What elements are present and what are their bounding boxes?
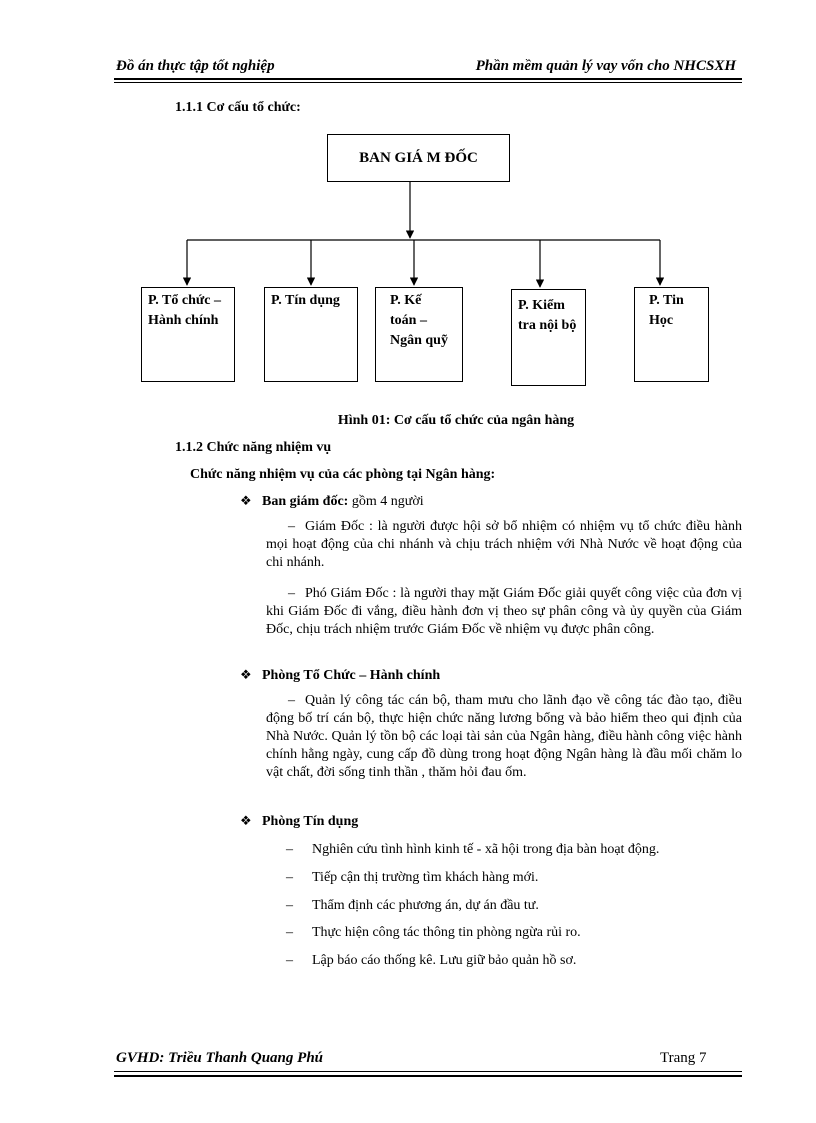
org-box-tin-hoc: P. Tin Học <box>634 287 709 382</box>
footer-rule-thick <box>114 1075 742 1077</box>
dash-bullet: – <box>288 519 295 534</box>
list-item: – Nghiên cứu tình hình kinh tế - xã hội trong địa bàn hoạt động. <box>286 842 660 857</box>
section-heading-1-1-1: 1.1.1 Cơ cấu tổ chức: <box>175 100 301 115</box>
diamond-bullet-icon: ❖ <box>240 667 252 682</box>
diamond-bullet-icon: ❖ <box>240 493 252 508</box>
paragraph-phong-to-chuc: – Quản lý công tác cán bộ, tham mưu cho lãnh đạo về công tác đào tạo, điều động bố trí cán bộ, thực hiện chức năng lương bổng và bảo hiểm theo qui định của Nhà Nước. Quản lý tồn bộ các loại tài sản của Ngân hàng, điều hành công việc hành chính hằng ngày, cung cấp đồ dùng trong hoạt động Ngân hàng là đầu mối chăm lo vật chất, đời sống tinh thần , thăm hỏi đau ốm. <box>266 693 742 780</box>
header-left-title: Đồ án thực tập tốt nghiệp <box>116 58 275 74</box>
diamond-bullet-icon: ❖ <box>240 813 252 828</box>
org-box-ke-toan-ngan-quy: P. Kế toán – Ngân quỹ <box>375 287 463 382</box>
org-box-to-chuc-hanh-chinh: P. Tổ chức – Hành chính <box>141 287 235 382</box>
bullet-ban-giam-doc: ❖ Ban giám đốc: gồm 4 người <box>240 493 424 509</box>
bullet-phong-to-chuc: ❖ Phòng Tổ Chức – Hành chính <box>240 667 441 683</box>
footer-rule-thin <box>114 1071 742 1072</box>
paragraph-giam-doc: – Giám Đốc : là người được hội sở bổ nhiệm có nhiệm vụ tổ chức điều hành mọi hoạt động của chi nhánh và chịu trách nhiệm với Nhà Nước về hoạt động của chi nhánh. <box>266 519 742 570</box>
footer-page-number: Trang 7 <box>660 1050 707 1066</box>
bullet-phong-tin-dung: ❖ Phòng Tín dụng <box>240 813 359 829</box>
list-item: – Lập báo cáo thống kê. Lưu giữ bảo quản hồ sơ. <box>286 953 577 968</box>
section-heading-1-1-2: 1.1.2 Chức năng nhiệm vụ <box>175 440 332 455</box>
figure-caption: Hình 01: Cơ cấu tổ chức của ngân hàng <box>337 413 575 428</box>
list-item: – Thẩm định các phương án, dự án đầu tư. <box>286 898 539 913</box>
list-item: – Thực hiện công tác thông tin phòng ngừa rủi ro. <box>286 925 581 940</box>
dash-bullet: – <box>288 693 295 708</box>
org-box-tin-dung: P. Tín dụng <box>264 287 358 382</box>
org-box-kiem-tra-noi-bo: P. Kiểm tra nội bộ <box>511 289 586 386</box>
footer-supervisor: GVHD: Triều Thanh Quang Phú <box>116 1050 323 1066</box>
paragraph-pho-giam-doc: – Phó Giám Đốc : là người thay mặt Giám Đốc giải quyết công việc của đơn vị khi Giám Đốc đi vắng, điều hành đơn vị theo sự phân công và ủy quyền của Giám Đốc, chịu trách nhiệm trước Giám Đốc về nhiệm vụ được phân công. <box>266 586 742 637</box>
intro-text: Chức năng nhiệm vụ của các phòng tại Ngân hàng: <box>190 467 496 482</box>
header-right-title: Phần mềm quản lý vay vốn cho NHCSXH <box>475 58 736 74</box>
dash-bullet: – <box>288 586 295 601</box>
org-box-ban-giam-doc: BAN GIÁ M ĐỐC <box>327 134 510 182</box>
list-item: – Tiếp cận thị trường tìm khách hàng mới. <box>286 870 539 885</box>
